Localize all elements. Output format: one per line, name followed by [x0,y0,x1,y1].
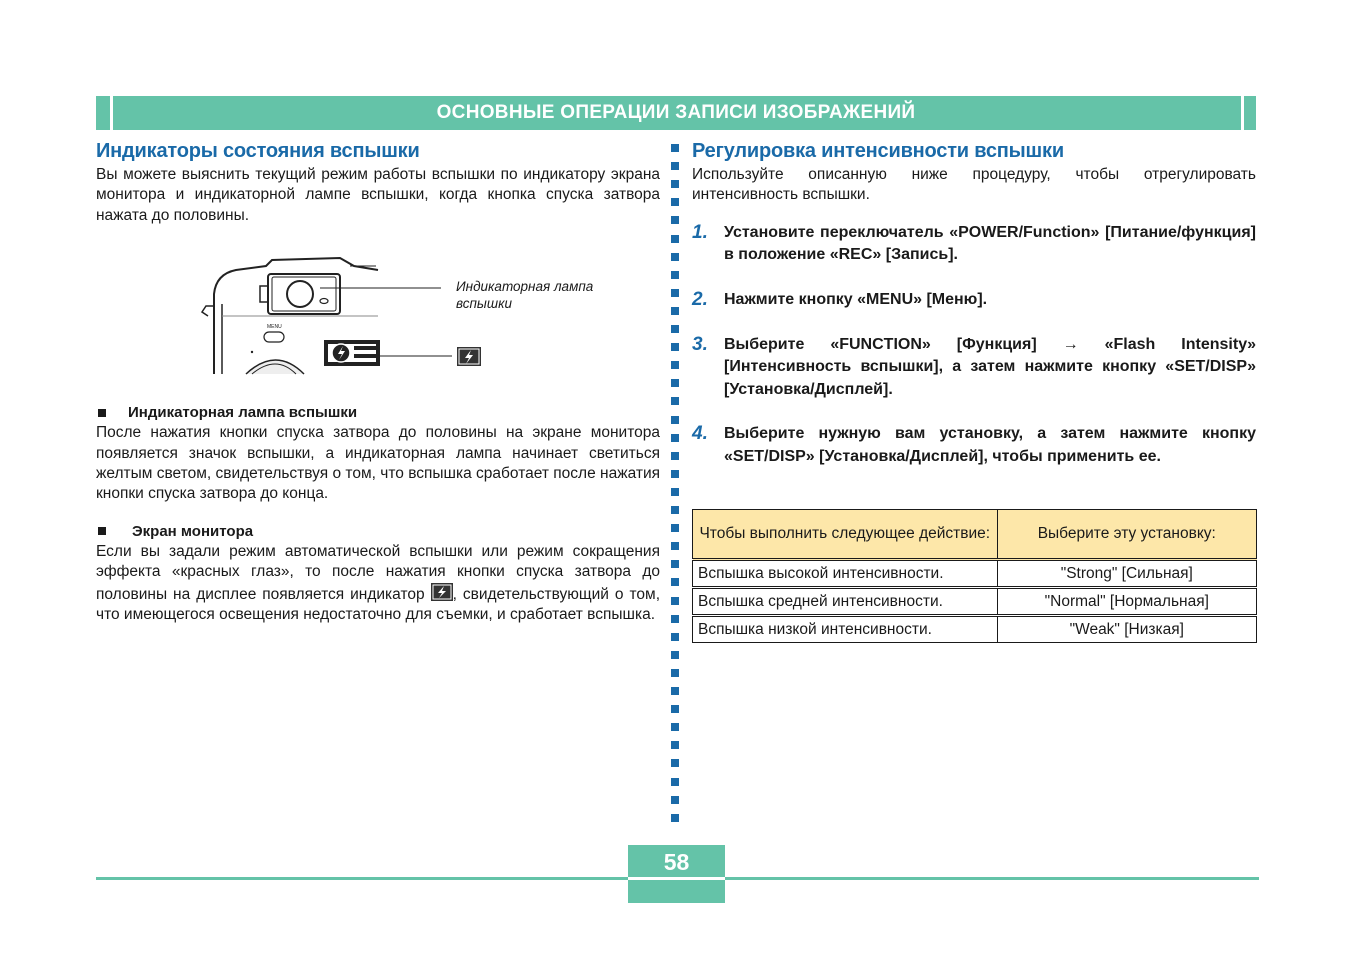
section1-text: После нажатия кнопки спуска затвора до половины на экране монитора появляется значок вспышки, а индикаторная лампа начинает светиться желтым светом, свидетельствуя о том, что вспышка сработает после нажатия кнопки спуска затвора до конца. [96,424,660,503]
divider-dot [671,416,679,424]
section2-title: Экран монитора [132,522,254,540]
divider-dot [671,705,679,713]
table-header-row [693,510,1257,560]
section2-text-b: , свидетельствующий о том, что имеющегося освещения недостаточно для съемки, и сработает вспышка. [96,585,661,624]
divider-dot [671,379,679,387]
divider-dot [671,343,679,351]
table-row [693,588,1257,616]
callout-flash-lamp: Индикаторная лампа вспышки [456,279,594,312]
divider-dot [671,687,679,695]
step-4: 4. Выберите нужную вам установку, а затем нажмите кнопку «SET/DISP» [Установка/Дисплей], чтобы применить ее. [692,423,1256,465]
divider-dot [671,524,679,532]
step-1: 1. Установите переключатель «POWER/Function» [Питание/функция] в положение «REC» [Запись]. [692,221,1256,264]
divider-dot [671,633,679,641]
table-cell-setting: "Weak" [Низкая] [997,616,1256,643]
divider-dot [671,144,679,152]
right-column [692,140,1256,469]
table-cell-action: Вспышка низкой интенсивности. [693,616,998,643]
flash-intensity-table [692,509,1257,643]
divider-dot [671,723,679,731]
step-2: 2. Нажмите кнопку «MENU» [Меню]. [692,289,988,310]
section2-text-a: Если вы задали режим автоматической вспышки или режим сокращения эффекта «красных глаз», то после нажатия кнопки спуска затвора до половины на дисплее появляется индикатор [96,542,660,603]
divider-dot [671,669,679,677]
table-header-action: Чтобы выполнить следующее действие: [693,510,998,560]
left-column [96,140,660,625]
right-intro: Используйте описанную ниже процедуру, чтобы отрегулировать интенсивность вспышки. [692,166,1256,204]
page-number-box [628,845,725,903]
divider-dot [671,361,679,369]
divider-dot [671,542,679,550]
divider-dot [671,778,679,786]
divider-dot [671,578,679,586]
steps-list [692,222,1256,469]
page-number: 58 [663,849,690,875]
divider-dot [671,597,679,605]
divider-dot [671,452,679,460]
bullet-square-icon [98,527,106,535]
divider-dot [671,162,679,170]
table-cell-setting: "Strong" [Сильная] [997,560,1256,588]
divider-dot [671,216,679,224]
divider-dot [671,325,679,333]
section2-text [96,542,660,626]
camera-figure [96,246,660,396]
flash-icon [431,583,453,601]
table-header-setting: Выберите эту установку: [997,510,1256,560]
table-cell-setting: "Normal" [Нормальная] [997,588,1256,616]
divider-dot [671,560,679,568]
left-intro: Вы можете выяснить текущий режим работы вспышки по индикатору экрана монитора и индикаторной лампе вспышки, когда кнопка спуска затвора нажата до половины. [96,166,660,224]
column-divider [671,144,679,824]
divider-dot [671,271,679,279]
table-row [693,560,1257,588]
section1-title: Индикаторная лампа вспышки [128,404,358,422]
divider-dot [671,741,679,749]
divider-dot [671,397,679,405]
right-heading: Регулировка интенсивности вспышки [692,140,1064,162]
divider-dot [671,615,679,623]
divider-dot [671,759,679,767]
table-cell-action: Вспышка высокой интенсивности. [693,560,998,588]
divider-dot [671,506,679,514]
divider-dot [671,253,679,261]
menu-button-label: MENU [267,324,282,331]
section-title: ОСНОВНЫЕ ОПЕРАЦИИ ЗАПИСИ ИЗОБРАЖЕНИЙ [436,102,916,123]
section-header-bar [96,96,1256,130]
divider-dot [671,814,679,822]
divider-dot [671,180,679,188]
step-3: 3. Выберите «FUNCTION» [Функция] → «Flash Intensity» [Интенсивность вспышки], а затем нажмите кнопку «SET/DISP» [Установка/Дисплей]. [692,333,1256,398]
divider-dot [671,488,679,496]
table-row [693,616,1257,643]
section2-title-row [96,523,660,540]
table-cell-action: Вспышка средней интенсивности. [693,588,998,616]
bullet-square-icon [98,409,106,417]
divider-dot [671,434,679,442]
divider-dot [671,235,679,243]
divider-dot [671,796,679,804]
left-heading: Индикаторы состояния вспышки [96,140,420,162]
divider-dot [671,289,679,297]
divider-dot [671,651,679,659]
divider-dot [671,470,679,478]
divider-dot [671,198,679,206]
section1-title-row [96,404,660,421]
divider-dot [671,307,679,315]
